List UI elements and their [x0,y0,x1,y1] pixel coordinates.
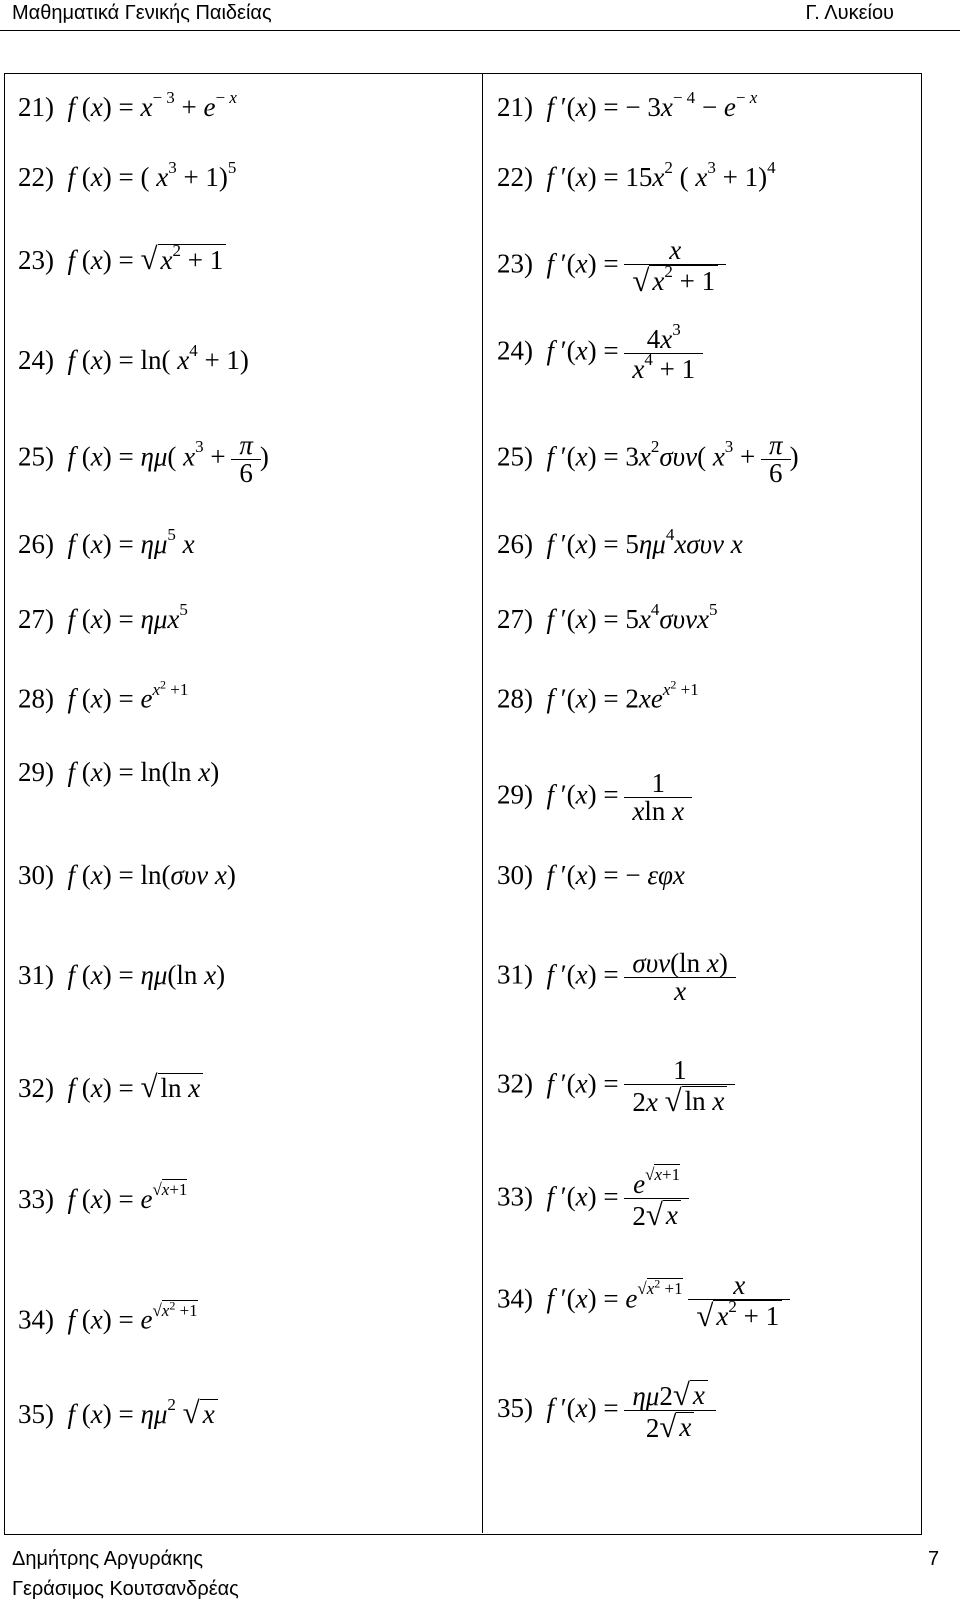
exercise-32-derivative: 32) f ′(x) = 1 2x √ ln x [497,1057,734,1116]
header-grade: Γ. Λυκείου [805,2,894,24]
exercise-30-function: 30) f (x) = ln(συν x) [18,860,236,890]
exercise-21-function: 21) f $(x) = x^{- 3} + e^{- x}$ [18,88,237,122]
exercise-26-derivative: 26) f $'(x) = 5\eta\mu^4x\sigma\upsilon\nu$ x [497,525,743,559]
exercise-27-function: 27) f (x) = ημx$^5$ [18,600,188,634]
exercise-24-derivative: 24) f ′(x) = $\frac{4x^3}{x^4 + 1}$ [497,324,702,383]
exercise-26-function: 26) f $(x) = \eta\mu^5$ x [18,525,195,559]
exercise-29-derivative: 29) f ′(x) = $\frac{1}{\text{xln x}}$ [497,770,691,825]
column-divider [482,73,483,1533]
header-subject: Μαθηματικά Γενικής Παιδείας [12,2,272,24]
exercise-25-function: 25) f (x) = ημ( $x^3$ + $\frac{\pi}{6}$ ) [18,429,269,488]
exercise-35-derivative: 35) f ′(x) = ημ2 √ x 2 √ x [497,1379,715,1442]
exercise-33-function: 33) f $(x) = e^{√x+1}$ [18,1180,188,1214]
exercise-31-function: 31) f (x) = ημ(ln x) [18,960,226,990]
exercise-32-function: 32) f (x) = √ ln x [18,1071,203,1102]
exercise-29-function: 29) f (x) = ln(ln x) [18,757,220,787]
footer-author-2: Γεράσιμος Κουτσανδρέας [12,1578,239,1600]
exercise-31-derivative: 31) f ′(x) = συν(ln x) x [497,950,735,1005]
exercise-23-derivative: 23) f ′(x) = x √ $x^2 + 1$ [497,237,725,296]
exercise-34-derivative: 34) f $'(x) = e^{√x^2 +1}$ x √ $x^2 + 1$ [497,1272,789,1331]
exercise-35-function: 35) f $(x) = \eta\mu^2$ √ x [18,1397,218,1428]
exercise-33-derivative: 33) f ′(x) = $e^{√x+1}$ 2 √ x [497,1169,688,1230]
footer-author-1: Δημήτρης Αργυράκης [12,1548,203,1570]
exercise-21-derivative: 21) f ′(x) = − $3x^{- 4} - e^{- x}$ [497,88,758,122]
header-rule [0,30,960,31]
exercise-22-derivative: 22) f $'(x) = 15x^2$ ( $x^3 + 1)^4$ [497,158,776,192]
exercise-23-function: 23) f (x) = √ $x^2 + 1$ [18,243,226,274]
exercise-27-derivative: 27) f $'(x) = 5x^4\sigma\upsilon\nu x^5$ [497,600,718,634]
exercise-28-derivative: 28) f $'(x) = 2xe^{x^2 +1}$ [497,677,699,714]
exercise-25-derivative: 25) f $'(x) = 3x^2\sigma\upsilon\nu$( $x^3$ + $\frac{\pi}{6}$ ) [497,429,799,488]
exercise-24-function: 24) f (x) = ln( $x^4 + 1$) [18,341,249,375]
exercise-34-function: 34) f $(x) = e^{√x^2 +1}$ [18,1298,198,1335]
exercise-22-function: 22) f (x) = ( $x^3 + 1)^5$ [18,158,237,192]
footer-page-number: 7 [928,1548,940,1570]
exercise-30-derivative: 30) f ′(x) = − εφx [497,860,685,890]
exercise-28-function: 28) f $(x) = e^{x^2 +1}$ [18,677,189,714]
